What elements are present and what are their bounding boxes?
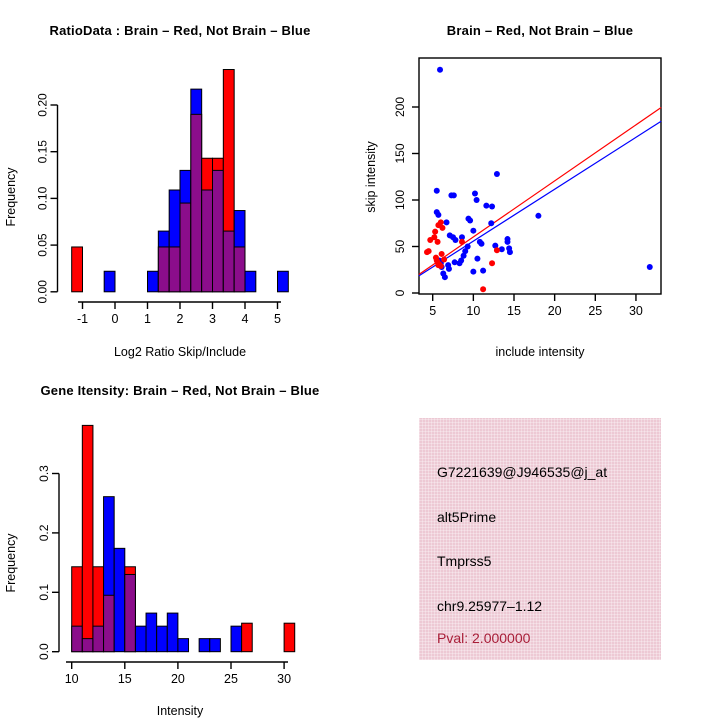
histogram-bar-overlap [158,247,169,292]
scatter-point-blue [504,239,510,245]
histogram-bar-overlap [180,203,191,292]
x-tick-label: 30 [628,304,643,318]
histogram-bar [199,639,210,652]
scatter-point-blue [489,204,495,210]
scatter-point-red [441,257,447,263]
y-tick-label: 50 [393,239,407,254]
x-tick-label: 15 [117,672,132,686]
histogram-bar-overlap [72,626,83,652]
panel-gene-intensity-histogram [0,360,360,720]
scatter-point-blue [446,266,452,272]
y-tick-label: 100 [393,189,407,211]
x-tick-label: 4 [241,312,249,326]
scatter-point-blue [467,217,473,223]
histogram-bar [278,271,289,292]
histogram-bar-overlap [213,170,224,291]
x-tick-label: 3 [209,312,216,326]
scatter-point-blue [470,269,476,275]
histogram-bar [114,548,125,651]
x-tick-label: 25 [224,672,238,686]
y-tick-label: 150 [393,143,407,164]
scatter-point-blue [488,220,494,226]
histogram-bar-overlap [104,595,115,651]
scatter-point-blue [434,188,440,194]
splice-type-text: alt5Prime [437,509,497,525]
scatter-point-blue [437,67,443,73]
x-tick-label: 5 [274,312,281,326]
gene-intensity-histogram-plot [0,360,360,720]
scatter-point-red [435,239,441,245]
gene-info-box [419,418,661,660]
x-tick-label: 10 [64,672,79,686]
scatter-point-red [494,247,500,253]
y-axis-label: Frequency [4,167,18,227]
y-tick-label: 0.0 [37,643,51,661]
histogram-bar [167,613,178,652]
x-tick-label: 0 [111,312,119,326]
y-tick-label: 200 [393,96,407,118]
x-tick-label: 20 [170,672,185,686]
histogram-bar [157,626,168,652]
histogram-bar [231,626,242,652]
x-axis-label: Intensity [156,704,204,718]
x-tick-label: -1 [76,312,89,326]
histogram-bar [135,626,146,652]
scatter-point-blue [647,264,653,270]
histogram-bar [245,271,256,292]
scatter-point-blue [470,228,476,234]
x-tick-label: 1 [144,312,151,326]
y-tick-label: 0.1 [37,583,51,601]
scatter-point-red [432,229,438,235]
scatter-point-red [459,239,465,245]
x-tick-label: 25 [588,304,603,318]
chart-title: Brain – Red, Not Brain – Blue [446,23,634,38]
scatter-point-red [480,286,486,292]
scatter-point-red [427,237,433,243]
panel-gene-info [360,360,720,720]
x-axis-label: Log2 Ratio Skip/Include [113,345,247,359]
intensity-scatter-plot [360,0,720,360]
histogram-bar-overlap [234,247,245,292]
gene-name-text: Tmprss5 [437,553,492,569]
ratio-histogram-plot [0,0,360,360]
scatter-point-blue [452,237,458,243]
histogram-bar-overlap [169,247,180,292]
scatter-point-blue [478,241,484,247]
plot-box [419,58,661,294]
y-tick-label: 0.00 [35,280,50,304]
y-tick-label: 0.15 [35,140,50,164]
x-tick-label: 2 [176,312,184,326]
histogram-bar [146,613,157,652]
scatter-point-blue [457,260,463,266]
fit-line-blue [419,121,661,276]
panel-ratio-histogram [0,0,360,360]
histogram-bar-overlap [125,574,136,651]
scatter-point-red [435,262,441,268]
scatter-point-red [489,260,495,266]
scatter-point-blue [535,213,541,219]
histogram-bar [104,271,115,292]
y-tick-label: 0.10 [35,186,50,211]
histogram-bar-overlap [191,114,202,291]
histogram-bar [284,623,295,652]
scatter-point-blue [472,190,478,196]
y-tick-label: 0.05 [35,233,50,257]
histogram-bar [82,425,93,651]
x-tick-label: 10 [466,304,481,318]
histogram-bar-overlap [223,231,234,292]
x-axis-label: include intensity [495,345,585,359]
chart-title: Gene Itensity: Brain – Red, Not Brain – Blue [40,383,320,398]
scatter-point-blue [483,203,489,209]
fit-line-red [419,107,661,274]
y-tick-label: 0.2 [37,524,51,542]
x-tick-label: 30 [277,672,292,686]
x-tick-label: 20 [547,304,562,318]
x-tick-label: 5 [429,304,437,318]
scatter-point-blue [442,274,448,280]
histogram-bar [148,271,159,292]
histogram-bar [242,623,253,652]
y-axis-label: Frequency [4,533,18,593]
scatter-point-red [439,225,445,231]
scatter-point-blue [451,192,457,198]
scatter-point-red [426,248,432,254]
y-tick-label: 0 [393,289,407,297]
scatter-point-blue [474,256,480,262]
y-tick-label: 0.3 [37,465,51,482]
histogram-bar-overlap [82,639,93,652]
histogram-bar-overlap [202,190,213,292]
chart-title: RatioData : Brain – Red, Not Brain – Blue [49,23,311,38]
y-tick-label: 0.20 [35,93,50,117]
scatter-point-blue [480,268,486,274]
scatter-point-blue [507,249,513,255]
histogram-bar [210,639,221,652]
locus-text: chr9.25977–1.12 [437,598,543,614]
probe-id-text: G7221639@J946535@j_at [437,464,608,480]
scatter-point-blue [435,212,441,218]
panel-intensity-scatter [360,0,720,360]
histogram-bar-overlap [93,626,104,652]
histogram-bar [72,247,83,292]
scatter-point-blue [444,219,450,225]
histogram-bar [178,639,189,652]
y-axis-label: skip intensity [364,141,378,213]
scatter-point-blue [474,197,480,203]
x-tick-label: 15 [507,304,521,318]
pval-text: Pval: 2.000000 [437,630,531,646]
scatter-point-blue [494,171,500,177]
scatter-point-red [439,251,445,257]
